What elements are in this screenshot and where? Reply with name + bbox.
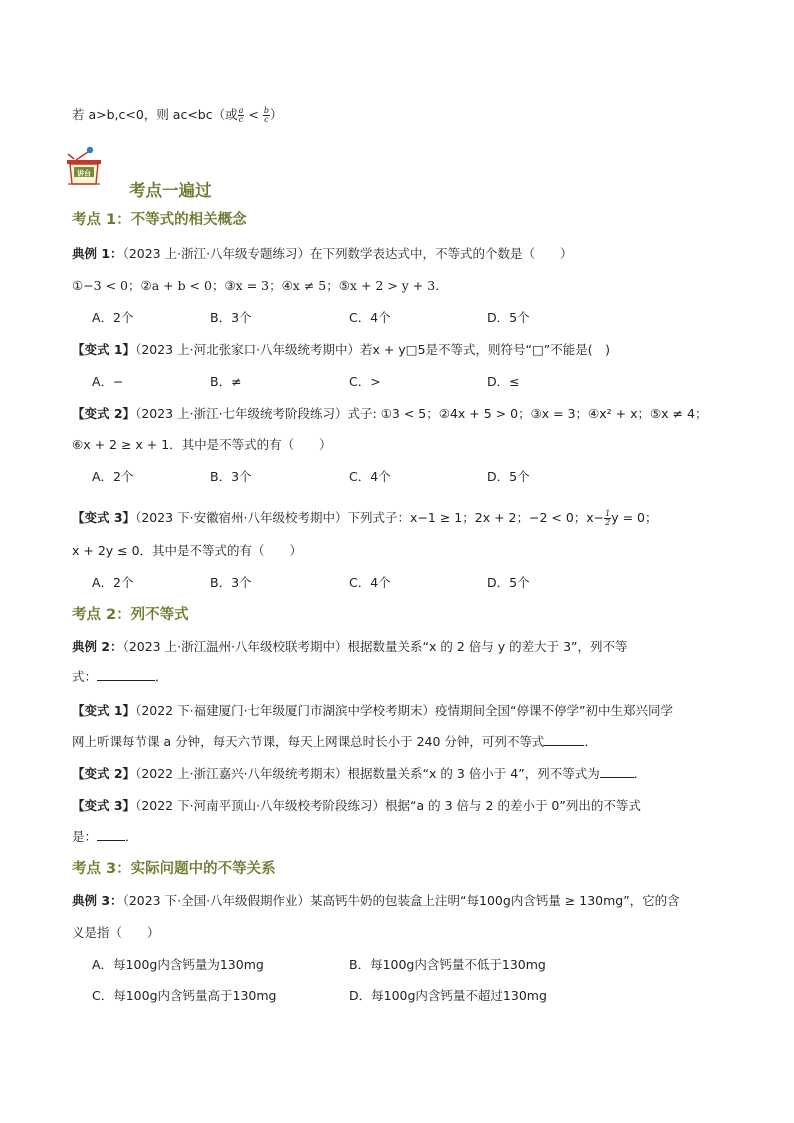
option-d[interactable]: D．5个 (487, 310, 530, 325)
variant-1-3: 【变式 3】（2023 下·安徽宿州·八年级校考期中）下列式子：x−1 ≥ 1；2x + 2；−2 < 0；x− $\frac{1}{2}$ y = 0； (72, 509, 658, 527)
variant-1-1-options (92, 373, 652, 391)
example-3-cont: 义是指（ ） (72, 925, 160, 940)
option-a[interactable]: A．2个 (92, 310, 134, 325)
fraction-one-half: $\frac{1}{2}$ (605, 509, 611, 527)
option-c[interactable]: C．4个 (349, 575, 391, 590)
variant-1-2-cont: ⑥x + 2 ≥ x + 1．其中是不等式的有（ ） (72, 437, 332, 452)
section-2-title: 考点 2：列不等式 (72, 607, 189, 623)
answer-blank[interactable] (600, 765, 634, 778)
podium-icon (62, 146, 126, 190)
answer-blank[interactable] (97, 668, 155, 681)
intro-text: 若 a>b,c<0，则 ac<bc（或 (72, 107, 238, 122)
answer-blank[interactable] (97, 828, 125, 841)
variant-2-3-cont: 是： ． (72, 829, 138, 844)
example-3-options-row1 (92, 956, 652, 974)
example-2-cont: 式： ． (72, 669, 168, 684)
option-c[interactable]: C．每100g内含钙量高于130mg (92, 988, 277, 1003)
fraction-a-over-c: $\frac{a}{c}$ (238, 106, 244, 124)
option-a[interactable]: A．− (92, 374, 124, 389)
example-1: 典例 1：（2023 上·浙江·八年级专题练习）在下列数学表达式中，不等式的个数是（ ） (72, 246, 573, 261)
variant-1-2: 【变式 2】（2023 上·浙江·七年级统考阶段练习）式子: ①3 < 5；②4x + 5 > 0；③x = 3；④x² + x；⑤x ≠ 4； (72, 406, 708, 421)
option-a[interactable]: A．2个 (92, 575, 134, 590)
option-c[interactable]: C．4个 (349, 469, 391, 484)
variant-2-1: 【变式 1】（2022 下·福建厦门·七年级厦门市湖滨中学校考期末）疫情期间全国“停课不停学”初中生郑兴同学 (72, 703, 673, 718)
fraction-b-over-c: $\frac{b}{c}$ (263, 106, 269, 124)
option-b[interactable]: B．3个 (210, 469, 252, 484)
answer-blank[interactable] (544, 733, 584, 746)
example-1-expressions: ①−3 < 0；②a + b < 0；③x = 3；④x ≠ 5；⑤x + 2 > y + 3． (72, 278, 448, 293)
section-3-title: 考点 3：实际问题中的不等关系 (72, 861, 276, 877)
section-heading: 考点一遍过 (129, 181, 212, 200)
option-a[interactable]: A．每100g内含钙量为130mg (92, 957, 264, 972)
option-c[interactable]: C．4个 (349, 310, 391, 325)
variant-1-1: 【变式 1】（2023 上·河北张家口·八年级统考期中）若x + y□5是不等式，则符号“□”不能是( ) (72, 342, 611, 357)
option-b[interactable]: B．3个 (210, 575, 252, 590)
variant-2-3: 【变式 3】（2022 下·河南平顶山·八年级校考阶段练习）根据“a 的 3 倍与 2 的差小于 0”列出的不等式 (72, 798, 641, 813)
option-d[interactable]: D．5个 (487, 469, 530, 484)
variant-1-2-options (92, 468, 652, 486)
option-b[interactable]: B．每100g内含钙量不低于130mg (349, 957, 546, 972)
example-1-options (92, 309, 652, 327)
example-2: 典例 2：（2023 上·浙江温州·八年级校联考期中）根据数量关系“x 的 2 倍与 y 的差大于 3”，列不等 (72, 639, 628, 654)
variant-2-1-cont: 网上听课每节课 a 分钟，每天六节课，每天上网课总时长小于 240 分钟，可列不等式 ． (72, 734, 597, 749)
variant-1-3-options (92, 574, 652, 592)
example-3-options-row2 (92, 987, 652, 1005)
option-a[interactable]: A．2个 (92, 469, 134, 484)
section-1-title: 考点 1：不等式的相关概念 (72, 212, 247, 228)
intro-rule: 若 a>b,c<0，则 ac<bc（或 $\frac{a}{c}$ < $\frac{b}{c}$ ） (72, 106, 283, 124)
option-d[interactable]: D．5个 (487, 575, 530, 590)
variant-2-2: 【变式 2】（2022 上·浙江嘉兴·八年级统考期末）根据数量关系“x 的 3 倍小于 4”，列不等式为 ． (72, 766, 647, 781)
podium-badge-text: 讲台 (77, 169, 91, 178)
option-c[interactable]: C．> (349, 374, 381, 389)
option-d[interactable]: D．≤ (487, 374, 520, 389)
option-b[interactable]: B．≠ (210, 374, 242, 389)
option-b[interactable]: B．3个 (210, 310, 252, 325)
option-d[interactable]: D．每100g内含钙量不超过130mg (349, 988, 547, 1003)
example-3: 典例 3：（2023 下·全国·八年级假期作业）某高钙牛奶的包装盒上注明“每100g内含钙量 ≥ 130mg”，它的含 (72, 893, 680, 908)
variant-1-3-cont: x + 2y ≤ 0．其中是不等式的有（ ） (72, 543, 303, 558)
